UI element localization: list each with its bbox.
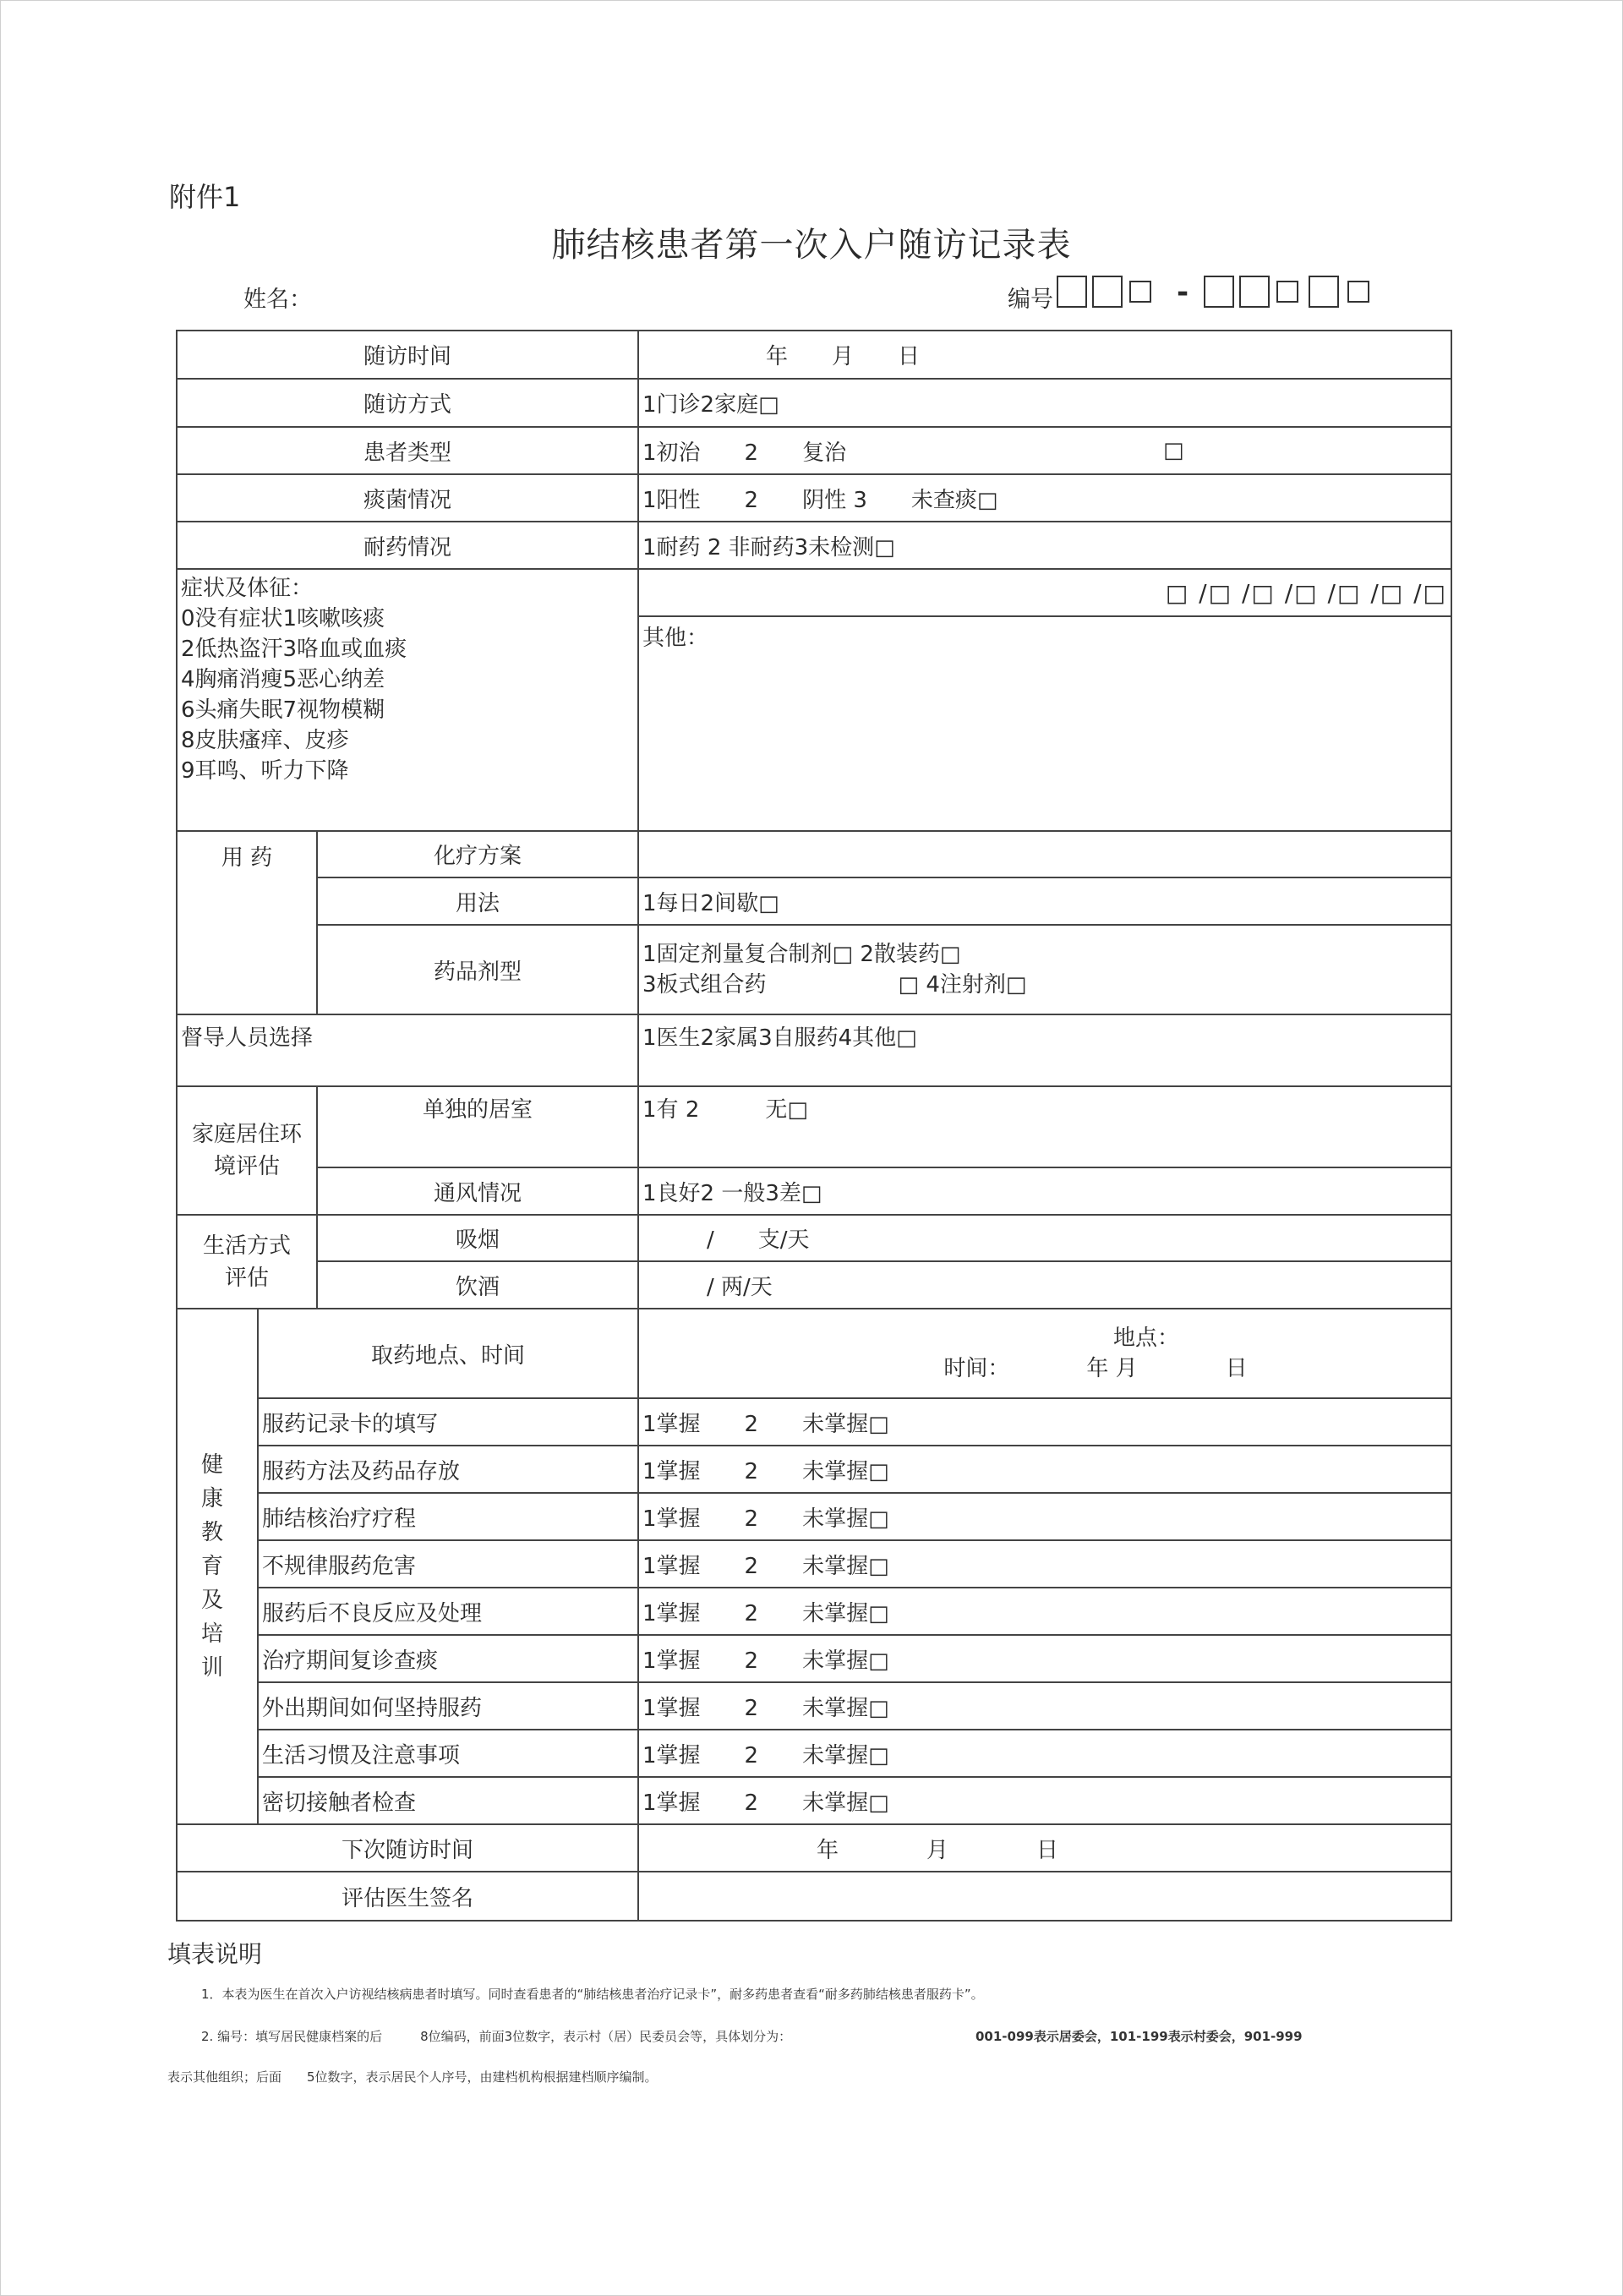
symptoms-boxes: □ /□ /□ /□ /□ /□ /□ <box>1165 578 1448 607</box>
symptoms-boxes-field[interactable] <box>638 569 1451 616</box>
code-dash: - <box>1177 276 1189 309</box>
visit-time-field[interactable] <box>638 331 1451 379</box>
next-visit-label: 下次随访时间 <box>177 1824 638 1872</box>
patient-type-value: 1初治 2 复治 <box>642 440 847 466</box>
drug-form-field[interactable] <box>638 925 1451 1014</box>
ventilation-field[interactable]: 1良好2 一般3差□ <box>638 1167 1451 1215</box>
patient-type-checkbox[interactable]: □ <box>1163 438 1184 463</box>
note-line-2b: 001-099表示居委会，101-199表示村委会，901-999 <box>975 2029 1303 2044</box>
drinking-label: 饮酒 <box>317 1261 638 1309</box>
symptoms-line: 2低热盗汗3咯血或血痰 <box>181 637 407 662</box>
edu-item-field[interactable]: 1掌握 2 未掌握□ <box>638 1446 1451 1493</box>
attachment-label: 附件1 <box>169 181 241 213</box>
edu-item-field[interactable]: 1掌握 2 未掌握□ <box>638 1682 1451 1730</box>
notes-title: 填表说明 <box>167 1940 263 1968</box>
form-title: 肺结核患者第一次入户随访记录表 <box>551 226 1072 265</box>
pickup-label: 取药地点、时间 <box>258 1309 638 1398</box>
home-group-label <box>177 1086 317 1215</box>
edu-item-label: 肺结核治疗疗程 <box>258 1493 638 1540</box>
regimen-label: 化疗方案 <box>317 831 638 877</box>
symptoms-other-field[interactable] <box>638 616 1451 831</box>
code-box[interactable] <box>1347 281 1369 303</box>
resistance-label: 耐药情况 <box>177 522 638 569</box>
edu-item-field[interactable]: 1掌握 2 未掌握□ <box>638 1777 1451 1824</box>
room-field[interactable]: 1有 2 无□ <box>638 1086 1451 1167</box>
symptoms-line: 0没有症状1咳嗽咳痰 <box>181 606 385 631</box>
followup-form-table <box>176 330 1452 1922</box>
edu-item-label: 不规律服药危害 <box>258 1540 638 1588</box>
edu-item-label: 外出期间如何坚持服药 <box>258 1682 638 1730</box>
drug-form-line2: 3板式组合药 □ 4注射剂□ <box>642 972 1027 998</box>
code-box[interactable] <box>1057 276 1087 308</box>
code-box[interactable] <box>1204 276 1234 308</box>
code-box[interactable] <box>1309 276 1339 308</box>
visit-time-label: 随访时间 <box>177 331 638 379</box>
edu-item-label: 服药记录卡的填写 <box>258 1398 638 1446</box>
symptoms-label <box>177 569 638 831</box>
home-group-text: 家庭居住环境评估 <box>192 1122 303 1179</box>
patient-type-label: 患者类型 <box>177 427 638 474</box>
symptoms-line: 9耳鸣、听力下降 <box>181 758 349 784</box>
note-line-3: 表示其他组织；后面 5位数字，表示居民个人序号，由建档机构根据建档顺序编制。 <box>167 2069 658 2085</box>
name-label: 姓名： <box>243 287 312 313</box>
smoking-field[interactable] <box>638 1215 1451 1261</box>
lifestyle-group-text: 生活方式评估 <box>202 1233 291 1291</box>
edu-item-field[interactable]: 1掌握 2 未掌握□ <box>638 1635 1451 1682</box>
visit-time-value: 年 月 日 <box>766 344 921 369</box>
visit-method-label: 随访方式 <box>177 379 638 427</box>
sputum-field[interactable]: 1阳性 2 阴性 3 未查痰□ <box>638 474 1451 522</box>
edu-item-label: 密切接触者检查 <box>258 1777 638 1824</box>
code-box[interactable] <box>1092 276 1123 308</box>
symptoms-line: 症状及体征： <box>181 576 314 601</box>
symptoms-line: 8皮肤瘙痒、皮疹 <box>181 728 349 753</box>
drug-form-line1: 1固定剂量复合制剂□ 2散装药□ <box>642 942 961 967</box>
code-label: 编号 <box>1008 287 1053 313</box>
note-line-2a: 2. 编号：填写居民健康档案的后 8位编码，前面3位数字，表示村（居）民委员会等，具体划分为： <box>201 2029 792 2044</box>
patient-type-field[interactable] <box>638 427 1451 474</box>
code-box[interactable] <box>1129 281 1151 303</box>
edu-item-field[interactable]: 1掌握 2 未掌握□ <box>638 1540 1451 1588</box>
regimen-field[interactable] <box>638 831 1451 877</box>
room-label: 单独的居室 <box>317 1086 638 1167</box>
doctor-sign-field[interactable] <box>638 1872 1451 1921</box>
drinking-field[interactable] <box>638 1261 1451 1309</box>
symptoms-line: 4胸痛消瘦5恶心纳差 <box>181 667 385 692</box>
edu-item-label: 服药方法及药品存放 <box>258 1446 638 1493</box>
supervisor-label: 督导人员选择 <box>177 1014 638 1086</box>
smoking-value: / 支/天 <box>707 1227 810 1253</box>
ventilation-label: 通风情况 <box>317 1167 638 1215</box>
next-visit-value: 年 月 日 <box>817 1837 1059 1863</box>
note-line-1: 1．本表为医生在首次入户访视结核病患者时填写。同时查看患者的“肺结核患者治疗记录卡”，耐多药患者查看“耐多药肺结核患者服药卡”。 <box>201 1987 984 2002</box>
edu-item-label: 治疗期间复诊查痰 <box>258 1635 638 1682</box>
symptoms-line: 6头痛失眠7视物模糊 <box>181 697 385 723</box>
symptoms-other-label: 其他： <box>642 626 709 651</box>
education-group-label <box>177 1309 258 1824</box>
sputum-label: 痰菌情况 <box>177 474 638 522</box>
supervisor-field[interactable]: 1医生2家属3自服药4其他□ <box>638 1014 1451 1086</box>
code-box[interactable] <box>1239 276 1270 308</box>
drinking-value: / 两/天 <box>707 1274 773 1300</box>
usage-field[interactable]: 1每日2间歇□ <box>638 877 1451 925</box>
education-group-text: 健康教育及培训 <box>200 1452 233 1681</box>
next-visit-field[interactable] <box>638 1824 1451 1872</box>
drug-form-label: 药品剂型 <box>317 925 638 1014</box>
pickup-place: 地点： <box>1113 1326 1180 1351</box>
code-box[interactable] <box>1276 281 1298 303</box>
edu-item-label: 服药后不良反应及处理 <box>258 1588 638 1635</box>
edu-item-field[interactable]: 1掌握 2 未掌握□ <box>638 1730 1451 1777</box>
edu-item-label: 生活习惯及注意事项 <box>258 1730 638 1777</box>
edu-item-field[interactable]: 1掌握 2 未掌握□ <box>638 1398 1451 1446</box>
edu-item-field[interactable]: 1掌握 2 未掌握□ <box>638 1588 1451 1635</box>
smoking-label: 吸烟 <box>317 1215 638 1261</box>
resistance-field[interactable]: 1耐药 2 非耐药3未检测□ <box>638 522 1451 569</box>
visit-method-field[interactable]: 1门诊2家庭□ <box>638 379 1451 427</box>
doctor-sign-label: 评估医生签名 <box>177 1872 638 1921</box>
edu-item-field[interactable]: 1掌握 2 未掌握□ <box>638 1493 1451 1540</box>
lifestyle-group-label <box>177 1215 317 1309</box>
medication-group-label: 用 药 <box>177 831 317 1014</box>
usage-label: 用法 <box>317 877 638 925</box>
pickup-time: 时间： 年 月 日 <box>943 1356 1248 1381</box>
pickup-field[interactable] <box>638 1309 1451 1398</box>
